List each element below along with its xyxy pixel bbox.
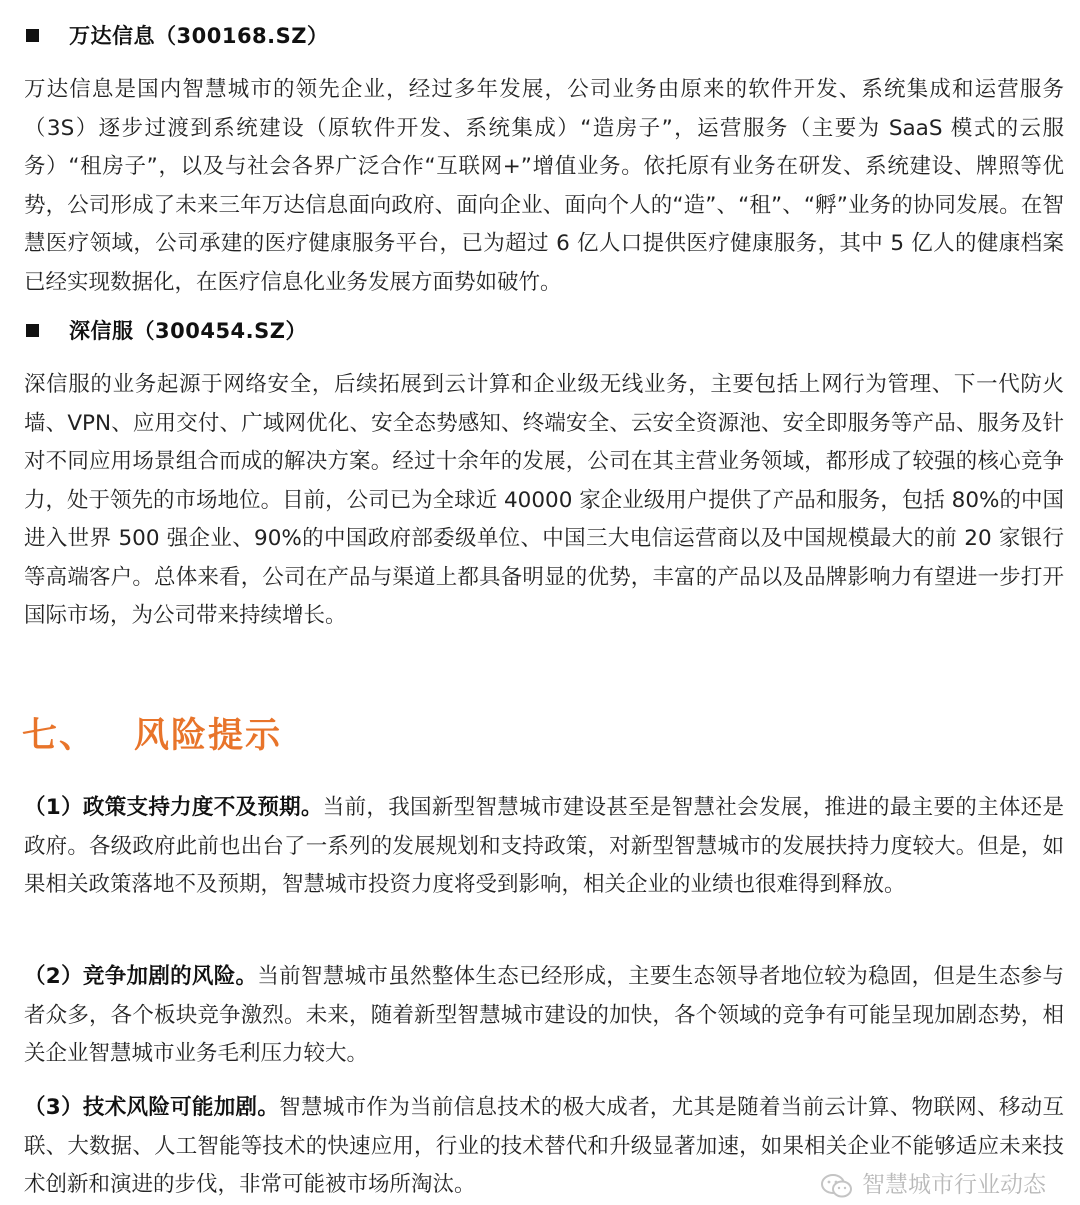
risk-lead: （3）技术风险可能加剧。: [24, 1095, 280, 1120]
company-description-wanda: 万达信息是国内智慧城市的领先企业，经过多年发展，公司业务由原来的软件开发、系统集成和运营服务（3S）逐步过渡到系统建设（原软件开发、系统集成）“造房子”，运营服务（主要为 SaaS 模式的云服务）“租房子”，以及与社会各界广泛合作“互联网+”增值业务。依托原有业务在研发、系统建设、牌照等优势，公司形成了未来三年万达信息面向政府、面向企业、面向个人的“造”、“租”、“孵”业务的协同发展。在智慧医疗领域，公司承建的医疗健康服务平台，已为超过 6 亿人口提供医疗健康服务，其中 5 亿人的健康档案已经实现数据化，在医疗信息化业务发展方面势如破竹。: [24, 77, 1064, 295]
section-number: 七、: [22, 716, 97, 756]
company-description-sangfor: 深信服的业务起源于网络安全，后续拓展到云计算和企业级无线业务，主要包括上网行为管理、下一代防火墙、VPN、应用交付、广域网优化、安全态势感知、终端安全、云安全资源池、安全即服务等产品、服务及针对不同应用场景组合而成的解决方案。经过十余年的发展，公司在其主营业务领域，都形成了较强的核心竞争力，处于领先的市场地位。目前，公司已为全球近 40000 家企业级用户提供了产品和服务，包括 80%的中国进入世界 500 强企业、90%的中国政府部委级单位、中国三大电信运营商以及中国规模最大的前 20 家银行等高端客户。总体来看，公司在产品与渠道上都具备明显的优势，丰富的产品以及品牌影响力有望进一步打开国际市场，为公司带来持续增长。: [24, 372, 1064, 628]
square-bullet-icon: [26, 29, 39, 42]
company-heading-sangfor: [24, 315, 307, 345]
company-heading-text: 万达信息（300168.SZ）: [69, 24, 329, 48]
risk-item-policy: [24, 789, 1064, 905]
risk-body: 当前，我国新型智慧城市建设甚至是智慧社会发展，推进的最主要的主体还是政府。各级政府此前也出台了一系列的发展规划和支持政策，对新型智慧城市的发展扶持力度较大。但是，如果相关政策落地不及预期，智慧城市投资力度将受到影响，相关企业的业绩也很难得到释放。: [24, 795, 1064, 897]
risk-lead: （2）竞争加剧的风险。: [24, 964, 258, 989]
wechat-icon: [820, 1173, 854, 1199]
risk-body: 智慧城市作为当前信息技术的极大成者，尤其是随着当前云计算、物联网、移动互联、大数据、人工智能等技术的快速应用，行业的技术替代和升级显著加速，如果相关企业不能够适应未来技术创新和演进的步伐，非常可能被市场所淘汰。: [24, 1095, 1064, 1197]
section-heading: [22, 708, 282, 758]
company-heading-wanda: [24, 20, 329, 50]
risk-item-competition: [24, 958, 1064, 1074]
company-heading-text: 深信服（300454.SZ）: [69, 319, 307, 343]
section-title: 风险提示: [134, 716, 283, 756]
risk-lead: （1）政策支持力度不及预期。: [24, 795, 323, 820]
square-bullet-icon: [26, 324, 39, 337]
watermark-text: 智慧城市行业动态: [862, 1172, 1046, 1198]
watermark: [820, 1166, 1046, 1199]
risk-body: 当前智慧城市虽然整体生态已经形成，主要生态领导者地位较为稳固，但是生态参与者众多，各个板块竞争激烈。未来，随着新型智慧城市建设的加快，各个领域的竞争有可能呈现加剧态势，相关企业智慧城市业务毛利压力较大。: [24, 964, 1064, 1066]
